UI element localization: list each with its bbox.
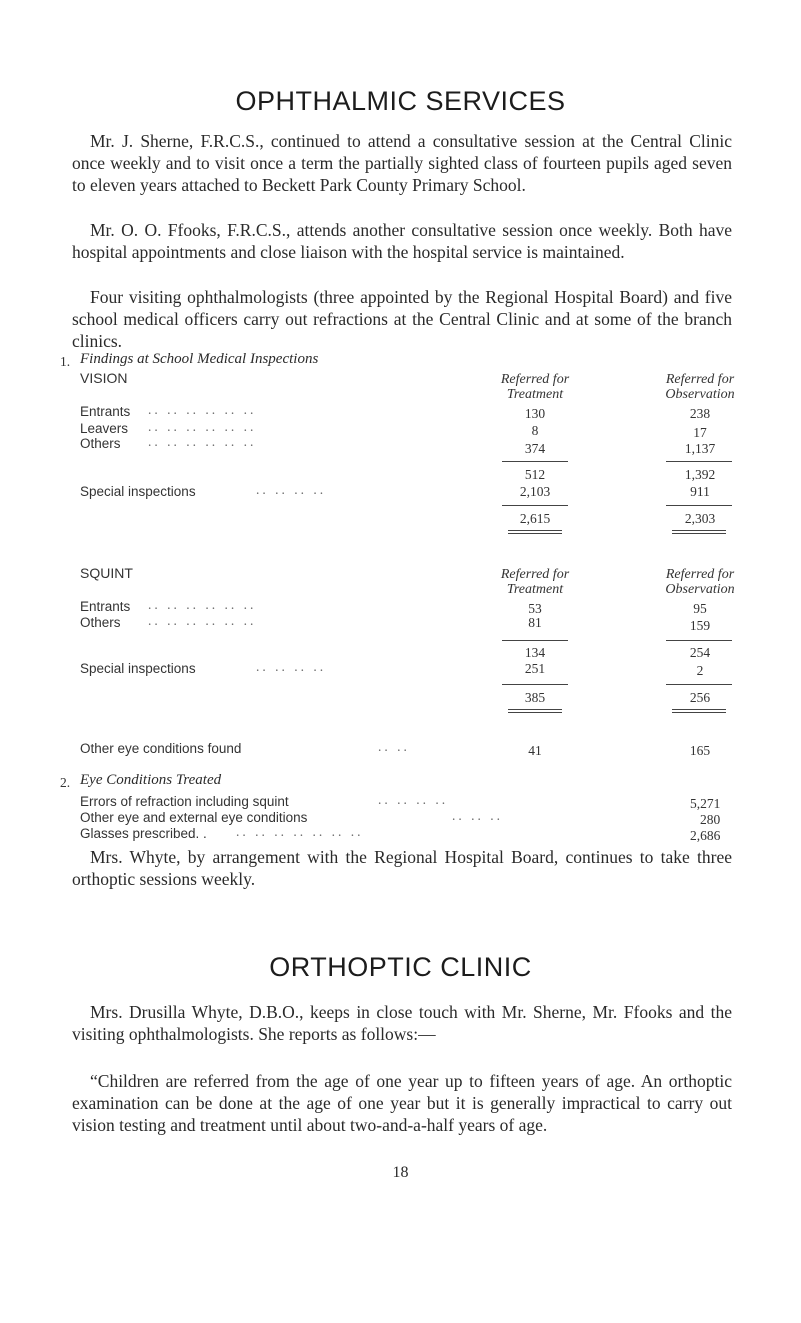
leader-dots: .. .. (378, 739, 410, 754)
squint-col-observation: Referred for Observation (665, 567, 735, 597)
section2-title: Eye Conditions Treated (80, 772, 222, 788)
squint-total-double-rule (672, 709, 726, 713)
vision-col-observation: Referred for Observation (665, 372, 735, 402)
vision-total-double-rule (672, 530, 726, 534)
vision-row-label: Entrants (80, 404, 131, 419)
page-number: 18 (392, 1164, 409, 1181)
leader-dots: .. .. .. .. .. .. (148, 597, 257, 612)
vision-others-observation: 1,137 (684, 441, 716, 456)
vision-row-label: Others (80, 436, 121, 451)
leader-dots: .. .. .. .. .. .. (148, 434, 257, 449)
other-conditions-observation: 165 (689, 743, 711, 758)
vision-entrants-observation: 238 (689, 406, 711, 421)
squint-total-double-rule (508, 709, 562, 713)
leader-dots: .. .. .. .. .. .. (148, 419, 257, 434)
vision-total-double-rule (508, 530, 562, 534)
other-conditions-treatment: 41 (528, 743, 542, 758)
vision-entrants-treatment: 130 (524, 406, 546, 421)
squint-special-observation: 2 (696, 663, 704, 678)
squint-col-treatment: Referred for Treatment (500, 567, 570, 597)
leader-dots: .. .. .. .. .. .. (148, 402, 257, 417)
squint-others-treatment: 81 (528, 615, 542, 630)
paragraph-children: “Children are referred from the age of one year up to fifteen years of age. An orthoptic examination can be done at the age of one year but it is generally impractical to carry out vision testing and treatment until about two-and-a-half years of age. (72, 1071, 732, 1136)
squint-others-observation: 159 (689, 618, 711, 633)
vision-special-label: Special inspections (80, 484, 196, 499)
vision-subtotal-observation: 1,392 (684, 467, 716, 482)
vision-total-rule (502, 505, 568, 506)
squint-entrants-observation: 95 (693, 601, 707, 616)
eye-conditions-row-label: Glasses prescribed. . (80, 826, 207, 841)
section-title-orthoptic: ORTHOPTIC CLINIC (269, 952, 532, 982)
eye-conditions-row-label: Errors of refraction including squint (80, 794, 289, 809)
squint-special-label: Special inspections (80, 661, 196, 676)
vision-special-treatment: 2,103 (519, 484, 551, 499)
vision-subtotal-rule (502, 461, 568, 462)
leader-dots: .. .. .. .. (256, 482, 327, 497)
paragraph-sherne: Mr. J. Sherne, F.R.C.S., continued to attend a consultative session at the Central Clinic once weekly and to visit once a term the partially sighted class of fourteen pupils aged seven to eleven years attached to Beckett Park County Primary School. (72, 131, 732, 196)
paragraph-ffooks: Mr. O. O. Ffooks, F.R.C.S., attends another consultative session once weekly. Both have hospital appointments and close liaison with the hospital service is maintained. (72, 220, 732, 263)
vision-total-treatment: 2,615 (519, 511, 551, 526)
paragraph-whyte-sessions: Mrs. Whyte, by arrangement with the Regional Hospital Board, continues to take three orthoptic sessions weekly. (72, 847, 732, 890)
leader-dots: .. .. .. (452, 808, 503, 823)
leader-dots: .. .. .. .. .. .. .. (236, 824, 364, 839)
squint-total-rule (502, 684, 568, 685)
vision-subtotal-rule (666, 461, 732, 462)
vision-special-observation: 911 (690, 484, 710, 499)
vision-subtotal-treatment: 512 (524, 467, 546, 482)
paragraph-visiting: Four visiting ophthalmologists (three appointed by the Regional Hospital Board) and five school medical officers carry out refractions at the Central Clinic and at some of the branch clinics. (72, 287, 732, 352)
squint-total-treatment: 385 (524, 690, 546, 705)
section1-number: 1. (60, 354, 71, 369)
squint-subtotal-rule (502, 640, 568, 641)
vision-leavers-observation: 17 (693, 425, 707, 440)
eye-conditions-row-value: 5,271 (690, 796, 721, 811)
paragraph-drusilla: Mrs. Drusilla Whyte, D.B.O., keeps in close touch with Mr. Sherne, Mr. Ffooks and the visiting ophthalmologists. She reports as follows:— (72, 1002, 732, 1045)
squint-subtotal-observation: 254 (689, 645, 711, 660)
page-title: OPHTHALMIC SERVICES (235, 86, 566, 116)
section1-title: Findings at School Medical Inspections (80, 351, 319, 367)
squint-total-observation: 256 (689, 690, 711, 705)
vision-total-rule (666, 505, 732, 506)
squint-label: SQUINT (80, 565, 133, 581)
vision-others-treatment: 374 (524, 441, 546, 456)
section2-number: 2. (60, 775, 71, 790)
leader-dots: .. .. .. .. (256, 659, 327, 674)
vision-total-observation: 2,303 (684, 511, 716, 526)
squint-row-label: Others (80, 615, 121, 630)
eye-conditions-row-value: 2,686 (690, 828, 721, 843)
other-conditions-label: Other eye conditions found (80, 741, 242, 756)
vision-col-treatment: Referred for Treatment (500, 372, 570, 402)
vision-label: VISION (80, 370, 128, 386)
eye-conditions-row-value: 280 (700, 812, 721, 827)
eye-conditions-row-label: Other eye and external eye conditions (80, 810, 308, 825)
squint-entrants-treatment: 53 (528, 601, 542, 616)
vision-row-label: Leavers (80, 421, 129, 436)
squint-subtotal-rule (666, 640, 732, 641)
squint-row-label: Entrants (80, 599, 131, 614)
vision-leavers-treatment: 8 (531, 423, 539, 438)
squint-total-rule (666, 684, 732, 685)
squint-subtotal-treatment: 134 (524, 645, 546, 660)
squint-special-treatment: 251 (524, 661, 546, 676)
leader-dots: .. .. .. .. .. .. (148, 613, 257, 628)
leader-dots: .. .. .. .. (378, 792, 449, 807)
